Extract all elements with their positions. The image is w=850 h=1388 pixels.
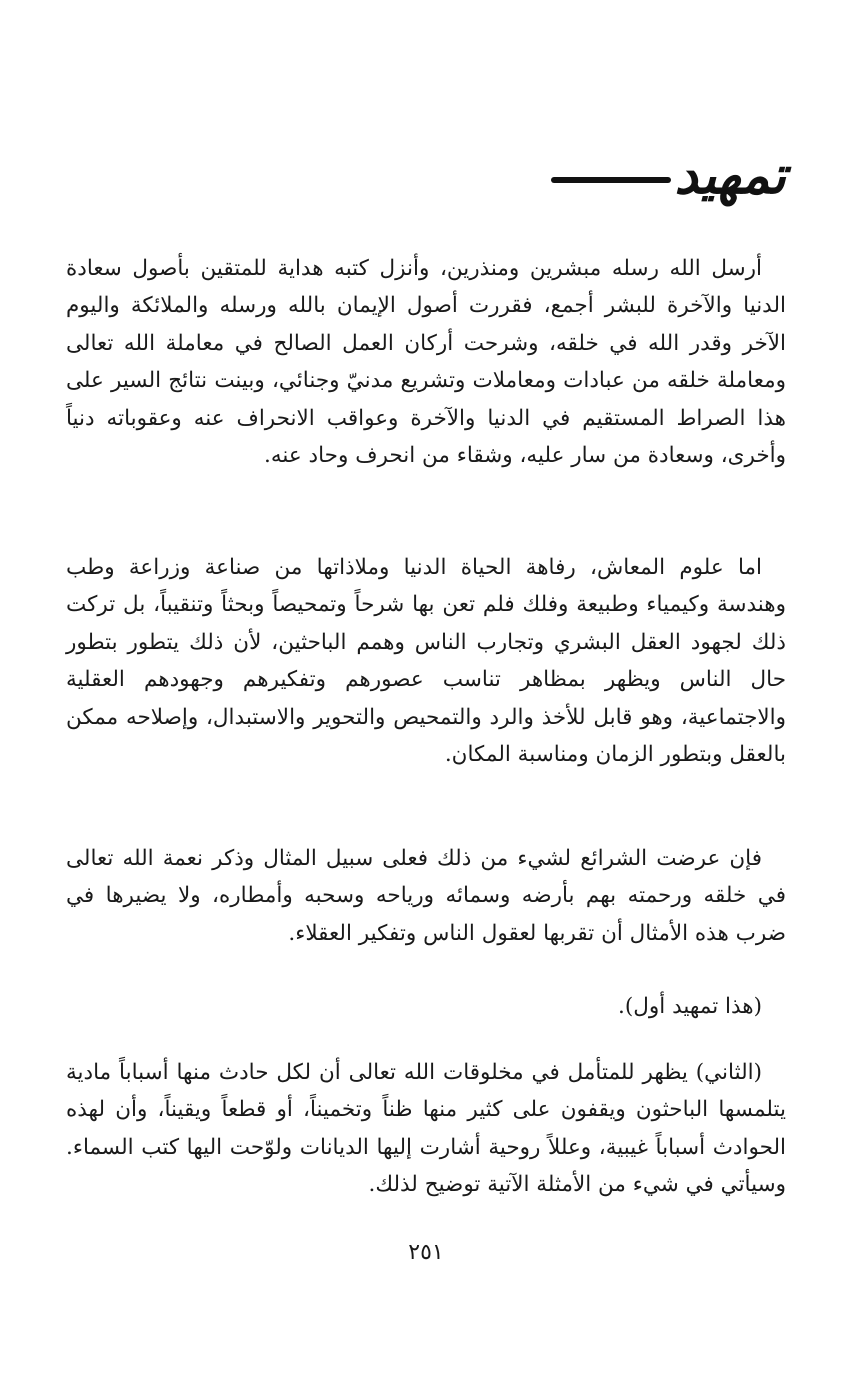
paragraph-1 xyxy=(66,250,786,475)
paragraph-5-text: (الثاني) يظهر للمتأمل في مخلوقات الله تعالى أن لكل حادث منها أسباباً مادية يتلمسها الباحثون ويقفون على كثير منها ظناً وتخميناً، أو قطعاً ويقيناً، وأن لهذه الحوادث أسباباً غيبية، وعللاً روحية أشارت إليها الديانات ولوّحت اليها كتب السماء. وسيأتي في شيء من الأمثلة الآتية توضيح لذلك. xyxy=(66,1059,786,1197)
paragraph-1-text: أرسل الله رسله مبشرين ومنذرين، وأنزل كتبه هداية للمتقين بأصول سعادة الدنيا والآخرة للبشر أجمع، فقررت أصول الإيمان بالله ورسله والملائكة واليوم الآخر وقدر الله في خلقه، وشرحت أركان العمل الصالح في معاملة الله تعالى ومعاملة خلقه من عبادات ومعاملات وتشريع مدنيّ وجنائي، وبينت نتائج السير على هذا الصراط المستقيم في الدنيا والآخرة وعواقب الانحراف عنه وعقوباته دنياً وأخرى، وسعادة من سار عليه، وشقاء من انحرف وحاد عنه. xyxy=(66,255,786,468)
document-page xyxy=(66,0,786,1388)
chapter-heading xyxy=(551,145,787,206)
paragraph-3 xyxy=(66,840,786,953)
paragraph-4-text: (هذا تمهيد أول). xyxy=(618,993,762,1019)
paragraph-2 xyxy=(66,549,786,774)
paragraph-4 xyxy=(66,988,786,1026)
paragraph-3-text: فإن عرضت الشرائع لشيء من ذلك فعلى سبيل المثال وذكر نعمة الله تعالى في خلقه ورحمته بهم بأرضه وسمائه ورياحه وسحبه وأمطاره، ولا يضيرها في ضرب هذه الأمثال أن تقربها لعقول الناس وتفكير العقلاء. xyxy=(66,845,786,946)
heading-flourish xyxy=(551,177,671,183)
paragraph-5 xyxy=(66,1054,786,1204)
paragraph-2-text: اما علوم المعاش، رفاهة الحياة الدنيا وملاذاتها من صناعة وزراعة وطب وهندسة وكيمياء وطبيعة وفلك فلم تعن بها شرحاً وتمحيصاً وبحثاً وتنقيباً، بل تركت ذلك لجهود العقل البشري وتجارب الناس وهمم الباحثين، لأن ذلك يتطور بتطور حال الناس ويظهر بمظاهر تناسب عصورهم وتفكيرهم وجهودهم العقلية والاجتماعية، وهو قابل للأخذ والرد والتمحيص والتحوير والاستبدال، وإصلاحه ممكن بالعقل وبتطور الزمان ومناسبة المكان. xyxy=(66,554,786,767)
heading-text: تمهيد xyxy=(674,145,786,206)
page-number: ٢٥١ xyxy=(408,1240,444,1265)
